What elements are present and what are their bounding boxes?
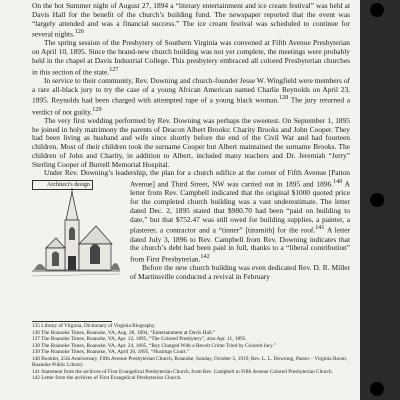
paragraph-3-text: In service to their community, Rev. Downing and church-founder Jesse W. Wingfield were members of a rare all-black jury to try the case of a young African American named Charlie Reynolds on April 23, 1895. Reynolds had been charged with attempted rape of a young black woman. <box>32 75 350 105</box>
footnote: 136 The Roanoke Times, Roanoke, VA, Aug. 28, 1894, “Entertainment at Davis Hall.” <box>32 329 216 336</box>
footnote-ref: 140 <box>333 179 343 186</box>
footnote: 135 Library of Virginia, Dictionary of Virginia Biography. <box>32 323 156 329</box>
church-drawing <box>32 186 120 286</box>
footnote: 139 The Roanoke Times, Roanoke, VA, April 26, 1895, “Hustings Court.” <box>32 349 190 355</box>
paragraph-5-text-c: A letter dated July 3, 1896 to Rev. Campbell from Rev. Downing indicates that the church’s debt had been paid in full, thanks to a “liberal contribution” from First Presbyterian. <box>130 225 350 264</box>
paragraph-1 <box>32 2 350 39</box>
body-text <box>32 2 350 290</box>
paragraph-5-text-b: A letter from Rev. Campbell indicated that the original $1000 quoted price for the completed church building was a vast underestimate. The letter dated Dec. 2, 1895 stated that $980.70 had been “paid on building to date,” but that $752.47 was still owed for building supplies, a painter, a plasterer, a contractor and a “tinner” [tinsmith] for the roof. <box>130 179 350 235</box>
footnote-ref: 126 <box>74 29 84 36</box>
paragraph-2-text: The spring session of the Presbytery of Southern Virginia was convened at Fifth Avenue Presbyterian on April 10, 1895. Since the brand-new church building was not yet complete, the meetings were probably held in the chapel at Davis Industrial College. This presbytery embraced all colored Presbyterian churches in this section of the state. <box>32 38 350 77</box>
paragraph-5 <box>32 169 350 264</box>
paragraph-1-text: On the hot Summer night of August 27, 1894 a “literary entertainment and ice cream festival” was held at Davis Hall for the benefit of the church’s building fund. The newspaper reported that the event was “largely attended and was a financial success.” The ice cream festival was scheduled to continue for several nights. <box>32 1 350 39</box>
binder-hole <box>370 382 384 396</box>
paragraph-4 <box>32 117 350 170</box>
paragraph-3-text-b: The jury returned a verdict of not guilty. <box>32 95 350 117</box>
binder-hole <box>370 3 384 17</box>
figure-caption: Architect's design <box>32 180 93 190</box>
footnote: 141 Statement from the archives of First Evangelical Presbyterian Church, from Rev. Campbell to Fifth Avenue Colored Presbyterian Church. <box>32 368 333 375</box>
paragraph-2 <box>32 39 350 76</box>
footnote: 140 Booklet, 25th Anniversary, Fifth Avenue Presbyterian Church, Roanoke, Sunday, October 5, 1919, Rev. L. L. Downing, Pastor – Virginia Room, Roanoke Public Library. <box>32 355 348 368</box>
footnote-ref: 129 <box>92 106 102 113</box>
paragraph-3 <box>32 77 350 117</box>
footnote: 138 The Roanoke Times, Roanoke, VA, Apr. 24, 1895, “Boy Charged With a Revolt Crime Tried by Colored Jury.” <box>32 342 276 349</box>
paragraph-4-text: The very first wedding performed by Rev. Downing was perhaps the sweetest. On September 1, 1895 he joined in holy matrimony the parents of Deacon Albert Brooks: Charity Brooks and John Cooper. They had been living as husband and wife since shortly before the end of the Civil War and had fourteen children. Most of their children took the surname Cooper but Albert maintained the surname Brooks. The children of John and Charity, in addition to Albert, included many teachers and Dr. Jeremiah “Jerry” Sterling Cooper of Burrell Memorial Hospital. <box>32 115 350 169</box>
paragraph-6-text: Before the new church building was even dedicated Rev. D. R. Miller of Martinsville conducted a revival in February <box>130 263 350 282</box>
footnote: 142 Letter from the archives of First Evangelical Presbyterian Church. <box>32 375 182 381</box>
footnote-ref: 127 <box>109 66 119 73</box>
church-figure <box>32 180 122 288</box>
footnote-ref: 141 <box>315 225 325 232</box>
footnote-ref: 142 <box>200 254 210 261</box>
footnotes <box>32 323 350 382</box>
footnote-ref: 128 <box>278 95 289 102</box>
binder-hole <box>370 193 384 207</box>
footnote-divider <box>32 321 112 322</box>
paragraph-5-text: Under Rev. Downing’s leadership, the plan for a church edifice at the corner of Fifth Avenue [Patton Avenue] and Third Street, NW was carried out in 1895 and 1896. <box>44 168 350 189</box>
footnote: 137 The Roanoke Times, Roanoke, VA, Apr. 12, 1895, “The Colored Presbytery”, also Apr. 11, 1895. <box>32 336 247 342</box>
